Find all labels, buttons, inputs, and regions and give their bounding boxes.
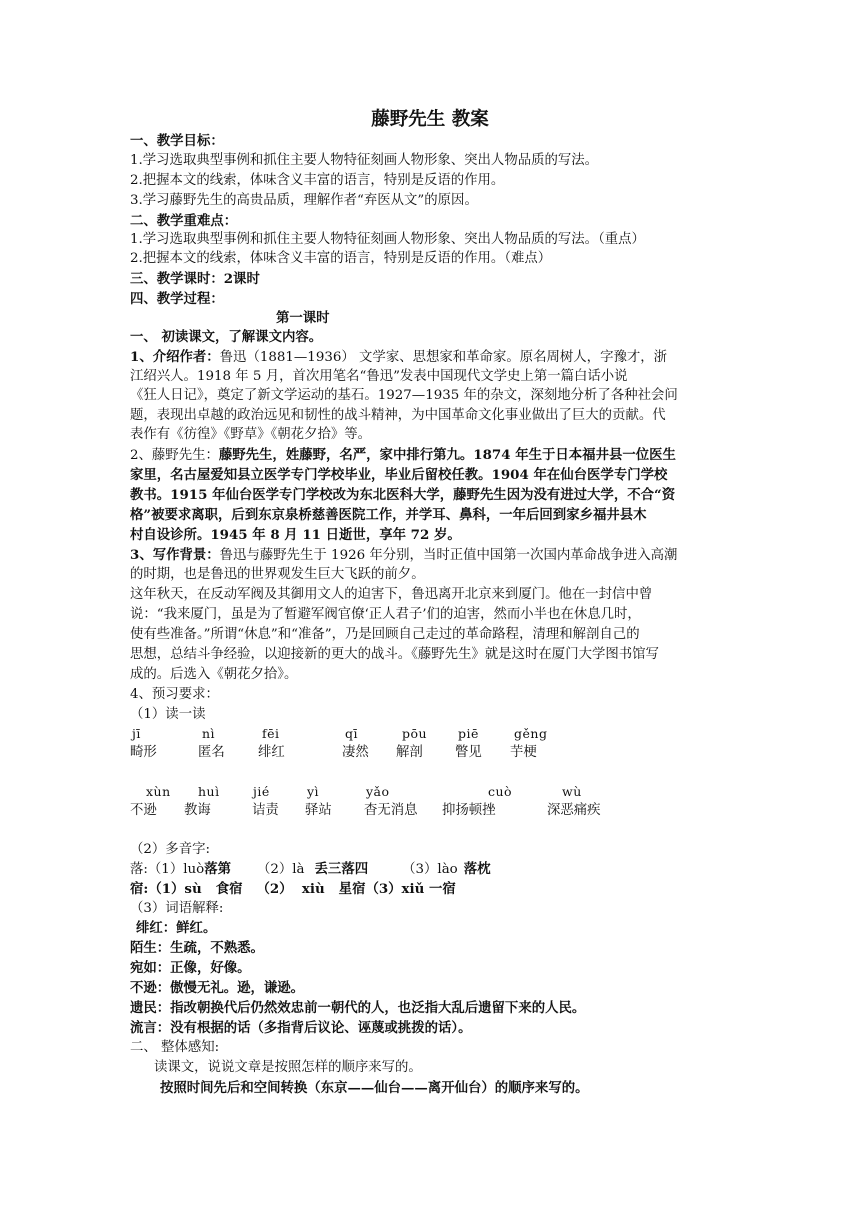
read-heading: （1）读一读 <box>130 707 206 722</box>
vocab-definition: 流言：没有根据的话（多指背后议论、诬蔑或挑拨的话）。 <box>130 1020 472 1036</box>
fujino-label: 2、藤野先生： <box>130 448 219 463</box>
polyphone-line <box>130 859 740 880</box>
polyphone-word: 落第 <box>204 861 231 877</box>
key-point-item: 1.学习选取典型事例和抓住主要人物特征刻画人物形象、突出人物品质的写法。（重点） <box>130 232 645 247</box>
polyphone-reading: （1）luò <box>147 862 205 877</box>
vocab-definition: 陌生：生疏，不熟悉。 <box>130 940 264 956</box>
background-line <box>130 545 740 566</box>
vocab-heading: （3）词语解释: <box>130 901 224 916</box>
hours-heading: 三、教学课时：2课时 <box>130 271 260 287</box>
polyphone-char: 落: <box>130 862 148 877</box>
objectives-heading: 一、教学目标： <box>130 133 224 149</box>
background-label: 3、写作背景： <box>130 547 220 563</box>
author-text: 鲁迅（1881—1936） 文学家、思想家和革命家。原名周树人，字豫才，浙 <box>219 350 668 365</box>
background-line: 的时期，也是鲁迅的世界观发生巨大飞跃的前夕。 <box>130 567 425 582</box>
pinyin: pōu <box>402 726 428 741</box>
vocab-word: 抑扬顿挫 <box>442 803 496 818</box>
polyphone-word: 落枕 <box>463 861 491 877</box>
polyphone-line: 宿:（1）sù 食宿 （2） xiù 星宿（3）xiǔ 一宿 <box>130 881 456 897</box>
vocab-word: 不逊 <box>130 803 157 818</box>
overall-answer: 按照时间先后和空间转换（东京——仙台——离开仙台）的顺序来写的。 <box>160 1080 589 1096</box>
vocab-word: 深恶痛疾 <box>547 803 601 818</box>
preview-heading: 4、预习要求： <box>130 687 219 702</box>
pinyin: piē <box>458 726 479 741</box>
vocab-word: 芋梗 <box>510 745 537 760</box>
vocab-definition: 绯红：鲜红。 <box>136 920 217 936</box>
process-heading: 四、教学过程： <box>130 291 224 307</box>
fujino-line: 格”被要求离职，后到东京泉桥慈善医院工作，并学耳、鼻科，一年后回到家乡福井县木 <box>130 507 647 523</box>
vocab-word: 教诲 <box>184 803 211 818</box>
background-text: 鲁迅与藤野先生于 1926 年分别，当时正值中国第一次国内革命战争进入高潮 <box>219 548 678 563</box>
key-points-heading: 二、教学重难点： <box>130 213 238 229</box>
author-line: 题，表现出卓越的政治远见和韧性的战斗精神，为中国革命文化事业做出了巨大的贡献。代 <box>130 408 666 423</box>
vocab-word: 瞥见 <box>455 745 482 760</box>
vocab-word: 畸形 <box>130 745 157 760</box>
background-line: 这年秋天，在反动军阀及其御用文人的迫害下，鲁迅离开北京来到厦门。他在一封信中曾 <box>130 587 653 602</box>
pinyin: xùn <box>146 784 171 799</box>
pinyin: yǎo <box>366 784 390 799</box>
fujino-line <box>130 445 740 466</box>
author-label: 1、介绍作者： <box>130 349 220 365</box>
vocab-word: 绯红 <box>258 745 285 760</box>
vocab-word: 驿站 <box>305 803 332 818</box>
overall-question: 读课文，说说文章是按照怎样的顺序来写的。 <box>154 1060 422 1075</box>
fujino-line: 村自设诊所。1945 年 8 月 11 日逝世，享年 72 岁。 <box>130 527 461 543</box>
author-line: 江绍兴人。1918 年 5 月，首次用笔名“鲁迅”发表中国现代文学史上第一篇白话小说 <box>130 369 628 384</box>
pinyin: jī <box>132 726 141 741</box>
background-line: 说：“我来厦门，虽是为了暂避军阀官僚‘正人君子’们的迫害，然而小半也在休息几时， <box>130 607 641 622</box>
fujino-line: 家里，名古屋爱知县立医学专门学校毕业，毕业后留校任教。1904 年在仙台医学专门学校 <box>130 467 668 483</box>
background-line: 思想，总结斗争经验，以迎接新的更大的战斗。《藤野先生》就是这时在厦门大学图书馆写 <box>130 647 659 662</box>
vocab-word: 凄然 <box>342 745 369 760</box>
polyphone-reading: （2）là <box>256 862 305 877</box>
vocab-word: 诘责 <box>252 803 279 818</box>
part-one-heading: 一、 初读课文，了解课文内容。 <box>130 329 323 345</box>
objective-item: 3.学习藤野先生的高贵品质，理解作者“弃医从文”的原因。 <box>130 193 478 208</box>
pinyin: qī <box>345 726 358 741</box>
vocab-word: 匿名 <box>198 745 225 760</box>
lesson-one-heading: 第一课时 <box>276 310 330 326</box>
pinyin: yì <box>307 784 320 799</box>
pinyin: huì <box>198 784 220 799</box>
pinyin: wù <box>562 784 582 799</box>
pinyin: nì <box>202 726 216 741</box>
background-line: 使有些准备。”所谓“休息”和“准备”，乃是回顾自己走过的革命路程，清理和解剖自己的 <box>130 627 640 642</box>
pinyin: jié <box>253 784 270 799</box>
vocab-definition: 不逊：傲慢无礼。逊，谦逊。 <box>130 980 305 996</box>
author-line <box>130 347 740 368</box>
objective-item: 1.学习选取典型事例和抓住主要人物特征刻画人物形象、突出人物品质的写法。 <box>130 153 599 168</box>
fujino-line: 教书。1915 年仙台医学专门学校改为东北医科大学，藤野先生因为没有进过大学，不合“资 <box>130 487 676 503</box>
author-line: 表作有《彷徨》《野草》《朝花夕拾》等。 <box>130 427 372 442</box>
overall-heading: 二、 整体感知: <box>130 1040 220 1055</box>
polyphone-reading: （3）lào <box>402 862 458 877</box>
background-line: 成的。后选入《朝花夕拾》。 <box>130 667 298 682</box>
polyphone-heading: （2）多音字: <box>130 842 210 857</box>
pinyin: gěng <box>514 726 548 741</box>
document-title: 藤野先生 教案 <box>371 109 489 130</box>
polyphone-word: 丢三落四 <box>314 861 369 877</box>
vocab-word: 杳无消息 <box>364 803 418 818</box>
key-point-item: 2.把握本文的线索，体味含义丰富的语言，特别是反语的作用。（难点） <box>130 251 552 266</box>
vocab-definition: 遗民：指改朝换代后仍然效忠前一朝代的人，也泛指大乱后遗留下来的人民。 <box>130 1000 586 1016</box>
pinyin: fēi <box>262 726 280 741</box>
vocab-word: 解剖 <box>396 745 423 760</box>
vocab-definition: 宛如：正像，好像。 <box>130 960 251 976</box>
objective-item: 2.把握本文的线索，体味含义丰富的语言，特别是反语的作用。 <box>130 173 505 188</box>
fujino-text: 藤野先生，姓藤野，名严，家中排行第九。1874 年生于日本福井县一位医生 <box>218 447 676 463</box>
author-line: 《狂人日记》，奠定了新文学运动的基石。1927—1935 年的杂文，深刻地分析了各种社会问 <box>130 388 678 403</box>
pinyin: cuò <box>488 784 513 799</box>
